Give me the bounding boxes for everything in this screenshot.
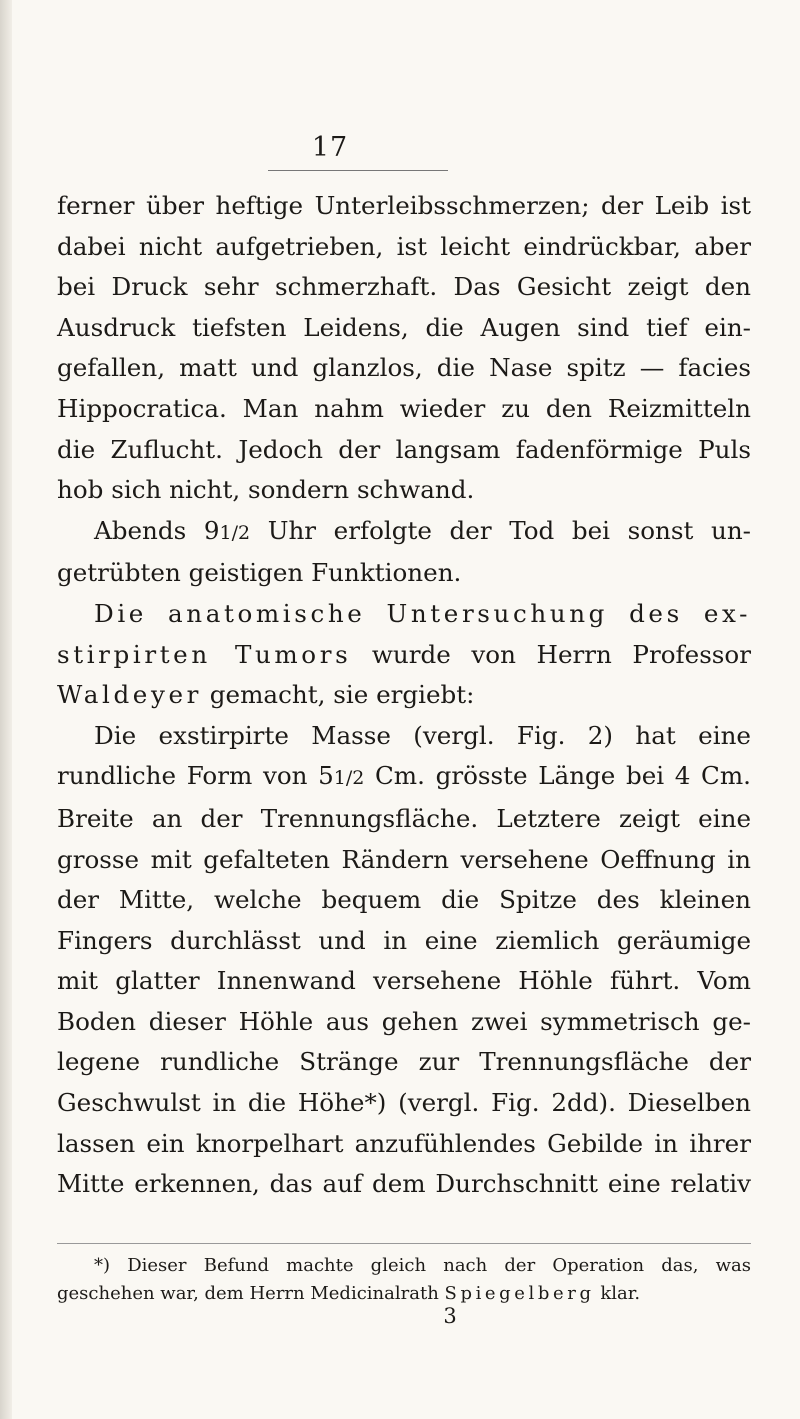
text-line: Hippocratica. Man nahm wieder zu den Reizmitteln bbox=[57, 393, 751, 423]
text-line: getrübten geistigen Funktionen. bbox=[57, 558, 462, 588]
text-fragment: Cm. grösste Länge bei 4 Cm. bbox=[364, 761, 752, 791]
text-fragment: gemacht, sie ergiebt: bbox=[201, 680, 475, 710]
text-line: Ausdruck tiefsten Leidens, die Augen sind tief ein- bbox=[57, 312, 751, 342]
text-line: Fingers durchlässt und in eine ziemlich geräumige bbox=[57, 925, 751, 955]
text-fragment: Abends 9 bbox=[94, 515, 220, 545]
fraction: 1/2 bbox=[333, 767, 365, 790]
page-number: 17 bbox=[311, 132, 349, 163]
fraction: 1/2 bbox=[219, 521, 251, 544]
paragraph-4 bbox=[57, 716, 751, 1205]
text-line: der Mitte, welche bequem die Spitze des kleinen bbox=[57, 885, 751, 915]
signature-mark: 3 bbox=[443, 1304, 457, 1328]
page-left-edge bbox=[0, 0, 12, 1419]
text-line: mit glatter Innenwand versehene Höhle führt. Vom bbox=[57, 966, 751, 996]
footnote bbox=[57, 1252, 751, 1308]
spaced-text: stirpirten Tumors bbox=[57, 639, 352, 669]
text-line: bei Druck sehr schmerzhaft. Das Gesicht zeigt den bbox=[57, 272, 751, 302]
text-fragment: Uhr erfolgte der Tod bei sonst un- bbox=[250, 515, 751, 545]
text-line: gefallen, matt und glanzlos, die Nase spitz — facies bbox=[57, 353, 751, 383]
text-line bbox=[57, 675, 751, 716]
footnote-line bbox=[57, 1280, 751, 1308]
text-line: legene rundliche Stränge zur Trennungsfläche der bbox=[57, 1047, 751, 1077]
text-line: Die exstirpirte Masse (vergl. Fig. 2) hat eine bbox=[94, 720, 751, 750]
footnote-rule bbox=[57, 1243, 751, 1244]
spaced-name: Spiegelberg bbox=[444, 1283, 595, 1304]
text-fragment: rundliche Form von 5 bbox=[57, 761, 334, 791]
footnote-line: *) Dieser Befund machte gleich nach der Operation das, was bbox=[94, 1255, 751, 1276]
text-line: hob sich nicht, sondern schwand. bbox=[57, 475, 475, 505]
paragraph-1 bbox=[57, 186, 751, 511]
text-line: Boden dieser Höhle aus gehen zwei symmetrisch ge- bbox=[57, 1006, 751, 1036]
text-line: lassen ein knorpelhart anzufühlendes Gebilde in ihrer bbox=[57, 1128, 751, 1158]
text-line: Breite an der Trennungsfläche. Letztere zeigt eine bbox=[57, 803, 751, 833]
text-fragment: klar. bbox=[594, 1283, 641, 1304]
body-text bbox=[57, 186, 751, 1205]
text-line: die Zuflucht. Jedoch der langsam fadenförmige Puls bbox=[57, 434, 751, 464]
header-rule bbox=[268, 170, 448, 171]
text-line: Geschwulst in die Höhe*) (vergl. Fig. 2dd). Dieselben bbox=[57, 1088, 751, 1118]
text-line bbox=[57, 635, 751, 676]
text-line: ferner über heftige Unterleibsschmerzen; der Leib ist bbox=[57, 191, 751, 220]
text-fragment: wurde von Herrn Professor bbox=[351, 639, 751, 669]
spaced-name: Waldeyer bbox=[57, 680, 202, 710]
text-line bbox=[57, 511, 751, 554]
text-line: grosse mit gefalteten Rändern versehene Oeffnung in bbox=[57, 844, 751, 874]
text-line bbox=[57, 756, 751, 799]
text-line: Mitte erkennen, das auf dem Durchschnitt eine relativ bbox=[57, 1169, 751, 1199]
paragraph-2 bbox=[57, 511, 751, 594]
text-fragment: geschehen war, dem Herrn Medicinalrath bbox=[57, 1283, 445, 1304]
paragraph-3 bbox=[57, 594, 751, 716]
text-line: dabei nicht aufgetrieben, ist leicht eindrückbar, aber bbox=[57, 231, 751, 261]
text-line-spaced: Die anatomische Untersuchung des ex- bbox=[94, 598, 751, 628]
